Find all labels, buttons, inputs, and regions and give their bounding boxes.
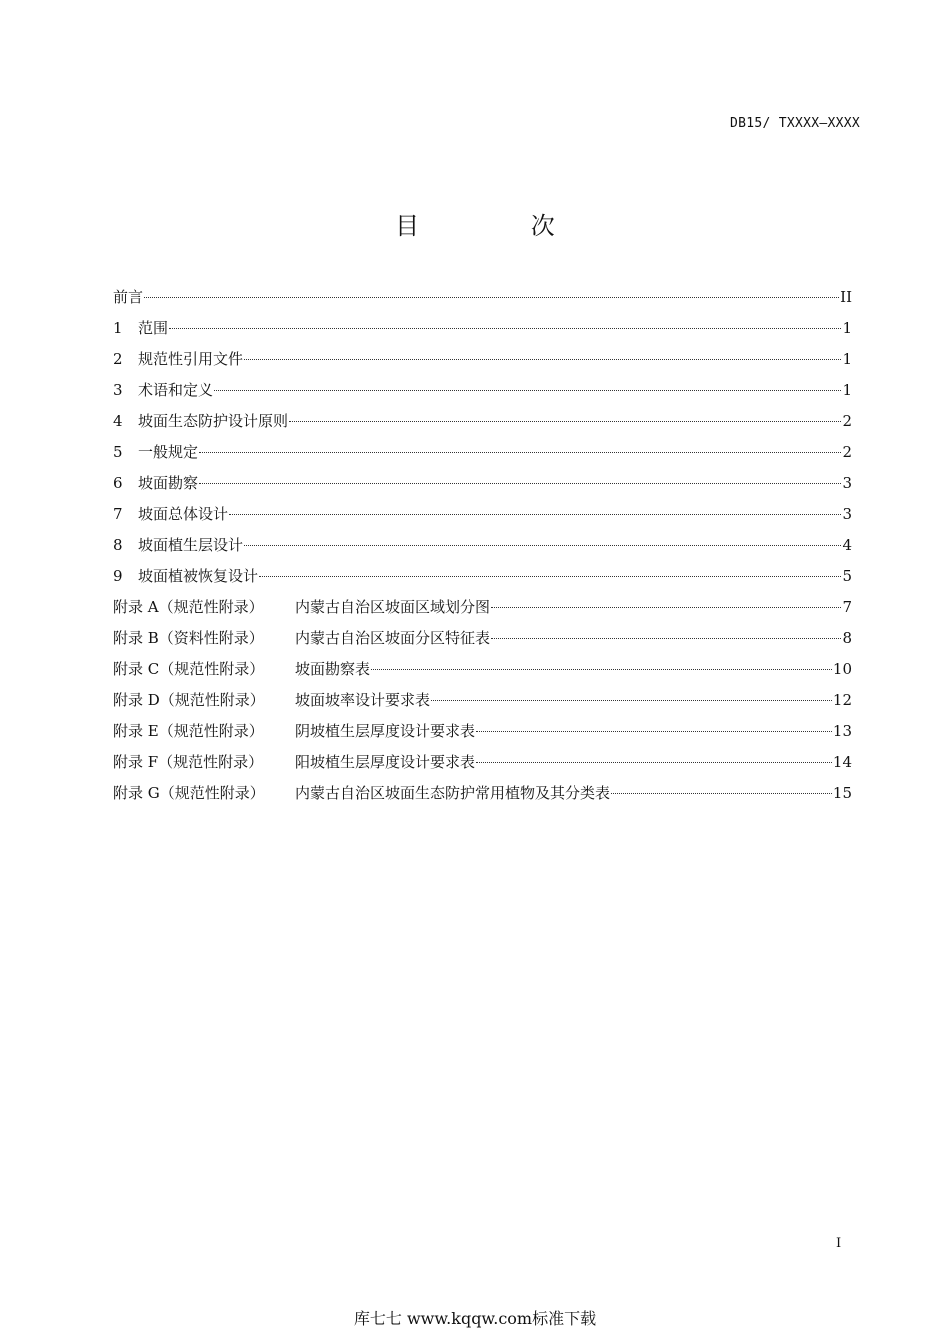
toc-entry-page: II bbox=[840, 288, 852, 306]
toc-entry-label: 前言 bbox=[113, 288, 144, 306]
dot-leader bbox=[244, 545, 841, 546]
toc-entry-page: 3 bbox=[842, 474, 852, 492]
toc-entry-section-6[interactable] bbox=[113, 472, 852, 503]
dot-leader bbox=[289, 421, 841, 422]
toc-entry-number: 1 bbox=[113, 319, 123, 337]
document-code: DB15/ TXXXX—XXXX bbox=[729, 116, 860, 131]
dot-leader bbox=[491, 607, 841, 608]
toc-appendix-id: 附录 B（资料性附录） bbox=[113, 629, 264, 647]
dot-leader bbox=[244, 359, 841, 360]
toc-entry-label: 坡面勘察表 bbox=[295, 660, 371, 678]
toc-entry-page: 1 bbox=[842, 350, 852, 368]
page-number: I bbox=[836, 1236, 842, 1251]
table-of-contents bbox=[113, 286, 852, 813]
dot-leader bbox=[476, 762, 832, 763]
dot-leader bbox=[259, 576, 841, 577]
toc-entry-page: 2 bbox=[842, 443, 852, 461]
toc-entry-section-4[interactable] bbox=[113, 410, 852, 441]
toc-entry-label: 阳坡植生层厚度设计要求表 bbox=[295, 753, 476, 771]
toc-entry-section-8[interactable] bbox=[113, 534, 852, 565]
dot-leader bbox=[476, 731, 832, 732]
toc-entry-page: 10 bbox=[832, 660, 852, 678]
toc-entry-label: 规范性引用文件 bbox=[138, 350, 244, 368]
dot-leader bbox=[214, 390, 841, 391]
toc-entry-label: 坡面坡率设计要求表 bbox=[295, 691, 431, 709]
toc-entry-appendix-c[interactable] bbox=[113, 658, 852, 689]
footer-watermark: 库七七 www.kqqw.com标准下载 bbox=[353, 1309, 597, 1328]
toc-entry-appendix-b[interactable] bbox=[113, 627, 852, 658]
dot-leader bbox=[199, 452, 841, 453]
toc-entry-foreword[interactable] bbox=[113, 286, 852, 317]
toc-entry-page: 1 bbox=[842, 319, 852, 337]
toc-entry-page: 5 bbox=[842, 567, 852, 585]
dot-leader bbox=[371, 669, 832, 670]
toc-entry-section-1[interactable] bbox=[113, 317, 852, 348]
toc-entry-number: 2 bbox=[113, 350, 123, 368]
toc-entry-number: 9 bbox=[113, 567, 123, 585]
toc-entry-label: 内蒙古自治区坡面区域划分图 bbox=[295, 598, 491, 616]
toc-entry-label: 范围 bbox=[138, 319, 169, 337]
toc-appendix-id: 附录 F（规范性附录） bbox=[113, 753, 264, 771]
toc-entry-appendix-e[interactable] bbox=[113, 720, 852, 751]
toc-entry-page: 14 bbox=[832, 753, 852, 771]
dot-leader bbox=[144, 297, 839, 298]
dot-leader bbox=[431, 700, 832, 701]
toc-entry-page: 7 bbox=[842, 598, 852, 616]
toc-entry-page: 1 bbox=[842, 381, 852, 399]
toc-entry-label: 术语和定义 bbox=[138, 381, 214, 399]
toc-appendix-id: 附录 E（规范性附录） bbox=[113, 722, 264, 740]
toc-appendix-id: 附录 D（规范性附录） bbox=[113, 691, 265, 709]
toc-entry-number: 6 bbox=[113, 474, 123, 492]
toc-entry-label: 一般规定 bbox=[138, 443, 199, 461]
toc-entry-page: 8 bbox=[842, 629, 852, 647]
toc-appendix-id: 附录 C（规范性附录） bbox=[113, 660, 265, 678]
toc-entry-label: 坡面总体设计 bbox=[138, 505, 229, 523]
toc-entry-label: 坡面生态防护设计原则 bbox=[138, 412, 289, 430]
toc-entry-page: 3 bbox=[842, 505, 852, 523]
toc-appendix-id: 附录 A（规范性附录） bbox=[113, 598, 264, 616]
page-title: 目 次 bbox=[395, 212, 607, 240]
dot-leader bbox=[611, 793, 832, 794]
toc-entry-appendix-d[interactable] bbox=[113, 689, 852, 720]
dot-leader bbox=[199, 483, 841, 484]
dot-leader bbox=[169, 328, 841, 329]
toc-entry-page: 13 bbox=[832, 722, 852, 740]
toc-entry-page: 4 bbox=[842, 536, 852, 554]
toc-entry-appendix-f[interactable] bbox=[113, 751, 852, 782]
toc-entry-section-2[interactable] bbox=[113, 348, 852, 379]
toc-entry-label: 坡面植被恢复设计 bbox=[138, 567, 259, 585]
toc-entry-label: 坡面植生层设计 bbox=[138, 536, 244, 554]
toc-entry-section-3[interactable] bbox=[113, 379, 852, 410]
toc-entry-number: 8 bbox=[113, 536, 123, 554]
toc-entry-label: 内蒙古自治区坡面生态防护常用植物及其分类表 bbox=[295, 784, 611, 802]
dot-leader bbox=[491, 638, 841, 639]
toc-entry-number: 4 bbox=[113, 412, 123, 430]
toc-entry-number: 7 bbox=[113, 505, 123, 523]
toc-entry-section-7[interactable] bbox=[113, 503, 852, 534]
toc-entry-number: 5 bbox=[113, 443, 123, 461]
dot-leader bbox=[229, 514, 841, 515]
toc-entry-label: 坡面勘察 bbox=[138, 474, 199, 492]
toc-entry-section-5[interactable] bbox=[113, 441, 852, 472]
toc-entry-label: 内蒙古自治区坡面分区特征表 bbox=[295, 629, 491, 647]
toc-appendix-id: 附录 G（规范性附录） bbox=[113, 784, 265, 802]
toc-entry-label: 阴坡植生层厚度设计要求表 bbox=[295, 722, 476, 740]
toc-entry-page: 12 bbox=[832, 691, 852, 709]
toc-entry-appendix-a[interactable] bbox=[113, 596, 852, 627]
toc-entry-page: 15 bbox=[832, 784, 852, 802]
toc-entry-page: 2 bbox=[842, 412, 852, 430]
toc-entry-section-9[interactable] bbox=[113, 565, 852, 596]
toc-entry-appendix-g[interactable] bbox=[113, 782, 852, 813]
toc-entry-number: 3 bbox=[113, 381, 123, 399]
